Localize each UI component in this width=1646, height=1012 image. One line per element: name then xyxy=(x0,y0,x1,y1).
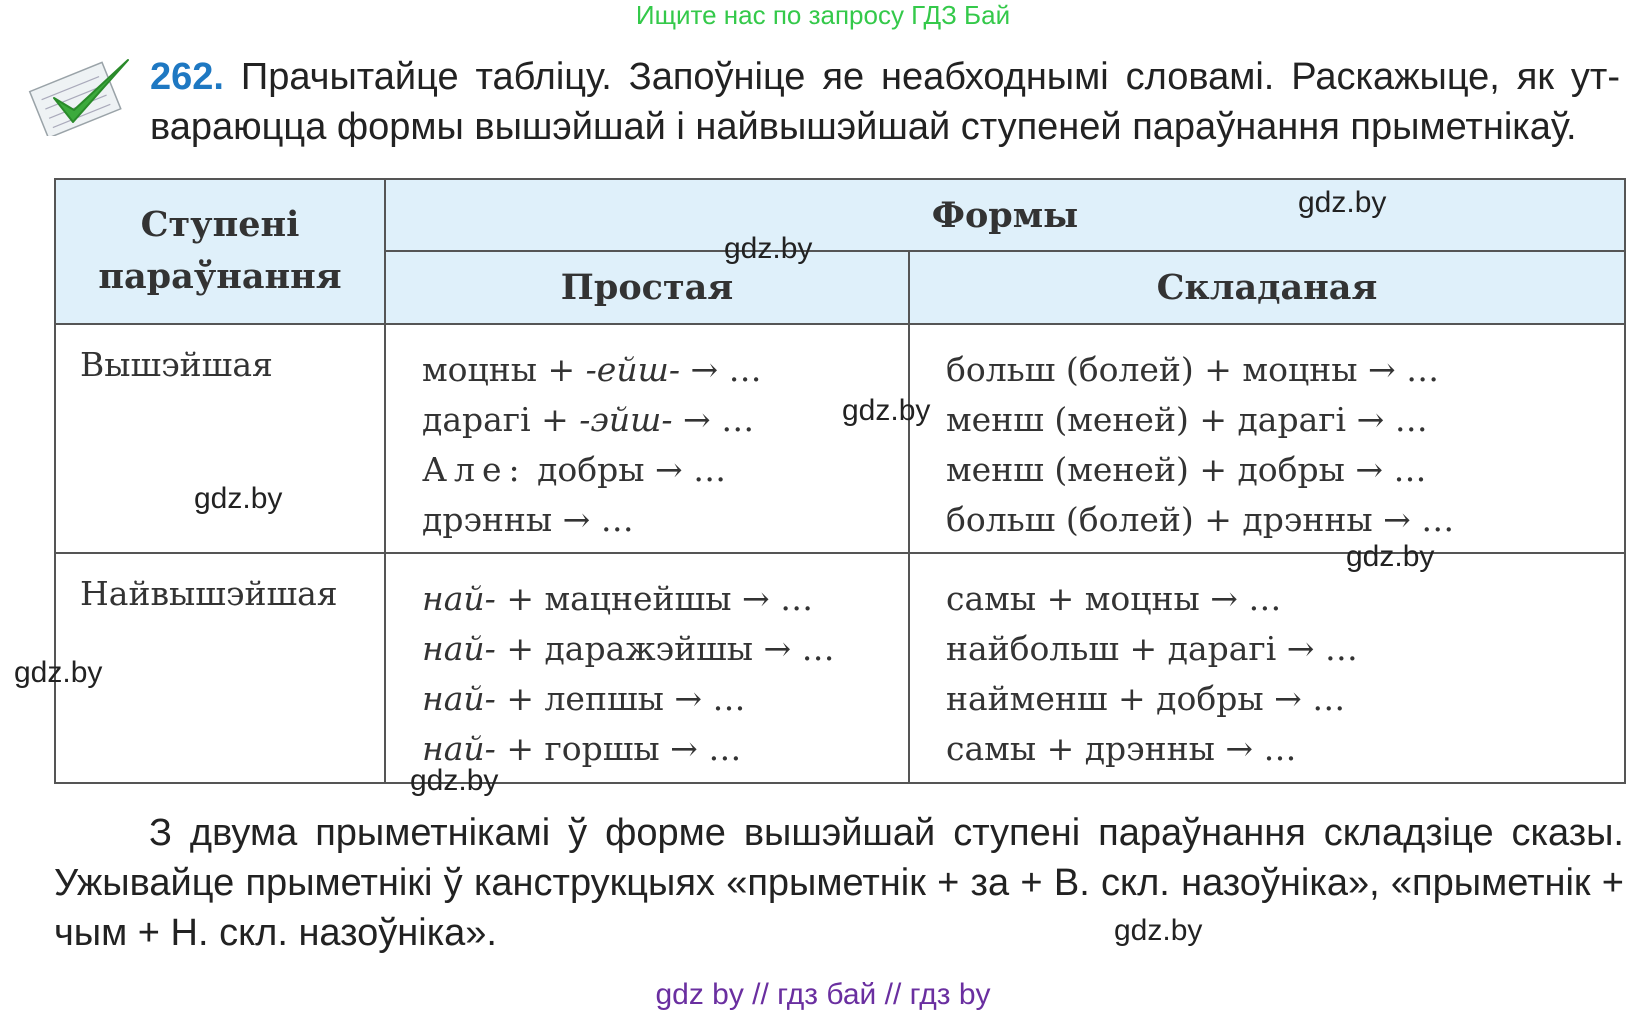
footer-links: gdz by // гдз бай // гдз by xyxy=(655,978,991,1011)
header-steps xyxy=(55,179,385,324)
watermark: gdz.by xyxy=(194,482,283,515)
header-steps-line1: Ступені xyxy=(140,204,300,246)
task-text xyxy=(150,52,1620,152)
watermark: gdz.by xyxy=(1346,540,1435,573)
task-instruction: Прачытайце табліцу. Запоўніце яе неабходнымі словамі. Раскажыце, як утвараюцца формы вышэйшай і найвышэйшай ступеней параўнання прыметнікаў. xyxy=(150,56,1620,148)
list-item: менш (меней) + дарагі → … xyxy=(946,399,1428,439)
list-item: най- + горшы → … xyxy=(422,729,742,769)
list-item: най- + мацнейшы → … xyxy=(422,579,814,619)
watermark: gdz.by xyxy=(1298,186,1387,219)
watermark: gdz.by xyxy=(842,394,931,427)
list-item: найменш + добры → … xyxy=(946,679,1346,719)
watermark: gdz.by xyxy=(1114,914,1203,947)
list-item: дрэнны → … xyxy=(422,499,634,539)
watermark: gdz.by xyxy=(724,232,813,265)
list-item: самы + дрэнны → … xyxy=(946,729,1297,769)
list-item: найбольш + дарагі → … xyxy=(946,629,1358,669)
list-item: самы + моцны → … xyxy=(946,579,1282,619)
cell-comparative-compound xyxy=(909,324,1625,554)
conclusion-text: З двума прыметнікамі ў форме вышэйшай ступені параўнання складзіце сказы. Ужывайце прыметнікі ў канструкцыях «прыметнік + за + В. скл. назоўніка», «прыметнік + чым + Н. скл. назоўніка». xyxy=(54,812,1624,954)
watermark: gdz.by xyxy=(410,764,499,797)
row-label-superlative: Найвышэйшая xyxy=(55,553,385,783)
header-steps-line2: параўнання xyxy=(98,256,342,298)
list-item: дарагі + -эйш- → … xyxy=(422,399,755,439)
header-forms: Формы xyxy=(385,179,1625,251)
list-item: Але: добры → … xyxy=(422,449,727,489)
top-banner: Ищите нас по запросу ГДЗ Бай xyxy=(635,0,1011,30)
comparison-table xyxy=(54,178,1626,784)
cell-superlative-simple xyxy=(385,553,909,783)
list-item: най- + даражэйшы → … xyxy=(422,629,835,669)
list-item: менш (меней) + добры → … xyxy=(946,449,1427,489)
list-item: най- + лепшы → … xyxy=(422,679,746,719)
cell-superlative-compound xyxy=(909,553,1625,783)
list-item: больш (болей) + моцны → … xyxy=(946,349,1440,389)
header-compound: Складаная xyxy=(909,251,1625,323)
row-label-comparative: Вышэйшая xyxy=(55,324,385,554)
header-simple: Простая xyxy=(385,251,909,323)
watermark: gdz.by xyxy=(14,656,103,689)
list-item: больш (болей) + дрэнны → … xyxy=(946,499,1455,539)
cell-comparative-simple xyxy=(385,324,909,554)
task-number: 262. xyxy=(150,56,224,98)
checkmark-notebook-icon xyxy=(18,52,138,136)
list-item: моцны + -ейш- → … xyxy=(422,349,762,389)
